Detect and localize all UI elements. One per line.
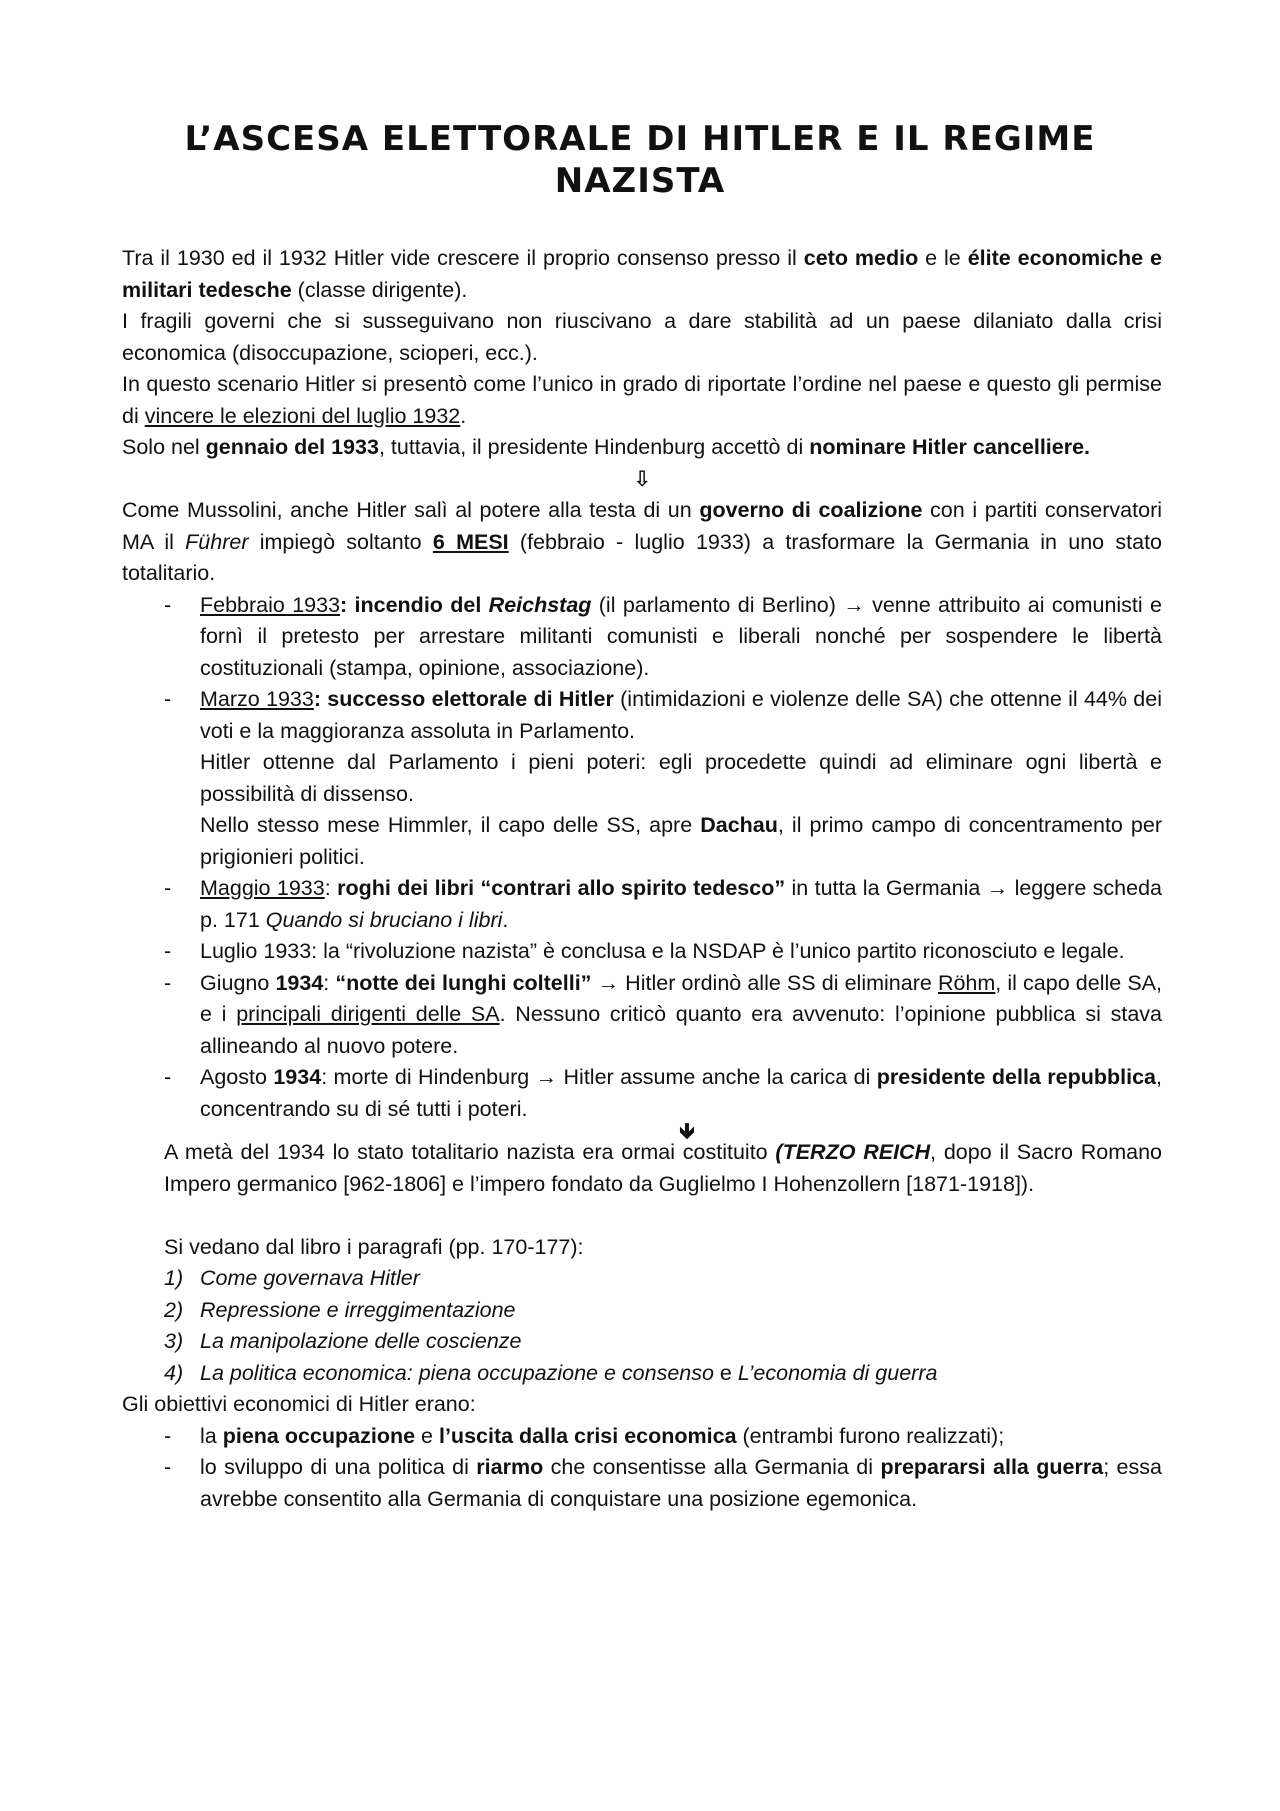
down-arrow-solid-icon: 🡻 xyxy=(679,1119,695,1143)
mussolini-paragraph: Come Mussolini, anche Hitler salì al potere alla testa di un governo di coalizione con i partiti conservatori MA il Führer impiegò soltanto 6 MESI (febbraio - luglio 1933) a trasformare la Germania in uno stato totalitario. xyxy=(122,498,1163,585)
list-item: 3) La manipolazione delle coscienze xyxy=(164,1329,522,1353)
intro-paragraph-3: In questo scenario Hitler si presentò come l’unico in grado di riportate l’ordine nel paese e questo gli permise di vincere le elezioni del luglio 1932. xyxy=(122,372,1162,428)
timeline-item-maggio: - Maggio 1933: roghi dei libri “contrari allo spirito tedesco” in tutta la Germania → leggere scheda p. 171 Quando si bruciano i libri. xyxy=(122,873,1162,936)
timeline-item-agosto: - Agosto 1934: morte di Hindenburg → Hitler assume anche la carica di presidente della repubblica, concentrando su di sé tutti i poteri. xyxy=(122,1062,1162,1125)
timeline-item-marzo-detail-1: Hitler ottenne dal Parlamento i pieni poteri: egli procedette quindi ad eliminare ogni libertà e possibilità di dissenso. xyxy=(200,750,1162,806)
paragraphs-intro: Si vedano dal libro i paragrafi (pp. 170-177): xyxy=(164,1234,584,1259)
paragraphs-list xyxy=(122,1263,1162,1389)
right-arrow-icon: → xyxy=(535,1065,558,1089)
timeline-item-febbraio: - Febbraio 1933: incendio del Reichstag (il parlamento di Berlino) → venne attribuito ai comunisti e fornì il pretesto per arrestare militanti comunisti e liberali nonché per sospendere le libertà costituzionali (stampa, opinione, associazione). xyxy=(122,590,1162,685)
document-body xyxy=(122,243,1162,1515)
document-title: L’ASCESA ELETTORALE DI HITLER E IL REGIME NAZISTA xyxy=(184,119,1096,201)
timeline-list xyxy=(122,590,1162,1126)
timeline-item-giugno: - Giugno 1934: “notte dei lunghi coltelli” → Hitler ordinò alle SS di eliminare Röhm, il capo delle SA, e i principali dirigenti delle SA. Nessuno criticò quanto era avvenuto: l’opinione pubblica si stava allineando al nuovo potere. xyxy=(122,968,1162,1063)
timeline-item-marzo: - Marzo 1933: successo elettorale di Hitler (intimidazioni e violenze delle SA) che ottenne il 44% dei voti e la maggioranza assoluta in Parlamento. Hitler ottenne dal Parlamento i pieni poteri: egli procedette quindi ad eliminare ogni libertà e possibilità di dissenso. Nello stesso mese Himmler, il capo delle SS, apre Dachau, il primo campo di concentramento per prigionieri politici. xyxy=(122,684,1162,873)
reich-paragraph: A metà del 1934 lo stato totalitario nazista era ormai costituito (TERZO REICH, dopo il Sacro Romano Impero germanico [962-1806] e l’impero fondato da Guglielmo I Hohenzollern [1871-1918]). xyxy=(164,1140,1162,1196)
list-item: 2) Repressione e irreggimentazione xyxy=(164,1297,516,1322)
timeline-item-luglio: - Luglio 1933: la “rivoluzione nazista” è conclusa e la NSDAP è l’unico partito riconosciuto e legale. xyxy=(122,936,1162,968)
list-item: 4) La politica economica: piena occupazione e consenso e L’economia di guerra xyxy=(164,1360,938,1385)
right-arrow-icon: → xyxy=(986,876,1009,900)
intro-paragraph-2: I fragili governi che si susseguivano non riuscivano a dare stabilità ad un paese dilaniato dalla crisi economica (disoccupazione, scioperi, ecc.). xyxy=(122,309,1162,365)
goal-item-1: - la piena occupazione e l’uscita dalla crisi economica (entrambi furono realizzati); xyxy=(122,1421,1162,1453)
list-item: 1) Come governava Hitler xyxy=(164,1266,420,1290)
right-arrow-icon: → xyxy=(843,592,865,617)
timeline-item-marzo-detail-2: Nello stesso mese Himmler, il capo delle SS, apre Dachau, il primo campo di concentramento per prigionieri politici. xyxy=(200,813,1162,869)
goals-list xyxy=(122,1421,1162,1516)
intro-paragraph-1: Tra il 1930 ed il 1932 Hitler vide crescere il proprio consenso presso il ceto medio e le élite economiche e militari tedesche (classe dirigente). xyxy=(122,246,1162,302)
goals-intro: Gli obiettivi economici di Hitler erano: xyxy=(122,1392,476,1416)
intro-paragraph-4: Solo nel gennaio del 1933, tuttavia, il presidente Hindenburg accettò di nominare Hitler cancelliere. xyxy=(122,435,1091,459)
down-arrow-outline-icon: ⇩ xyxy=(632,466,651,491)
goal-item-2: - lo sviluppo di una politica di riarmo che consentisse alla Germania di prepararsi alla guerra; essa avrebbe consentito alla Germania di conquistare una posizione egemonica. xyxy=(122,1452,1162,1515)
right-arrow-icon: → xyxy=(597,970,620,995)
